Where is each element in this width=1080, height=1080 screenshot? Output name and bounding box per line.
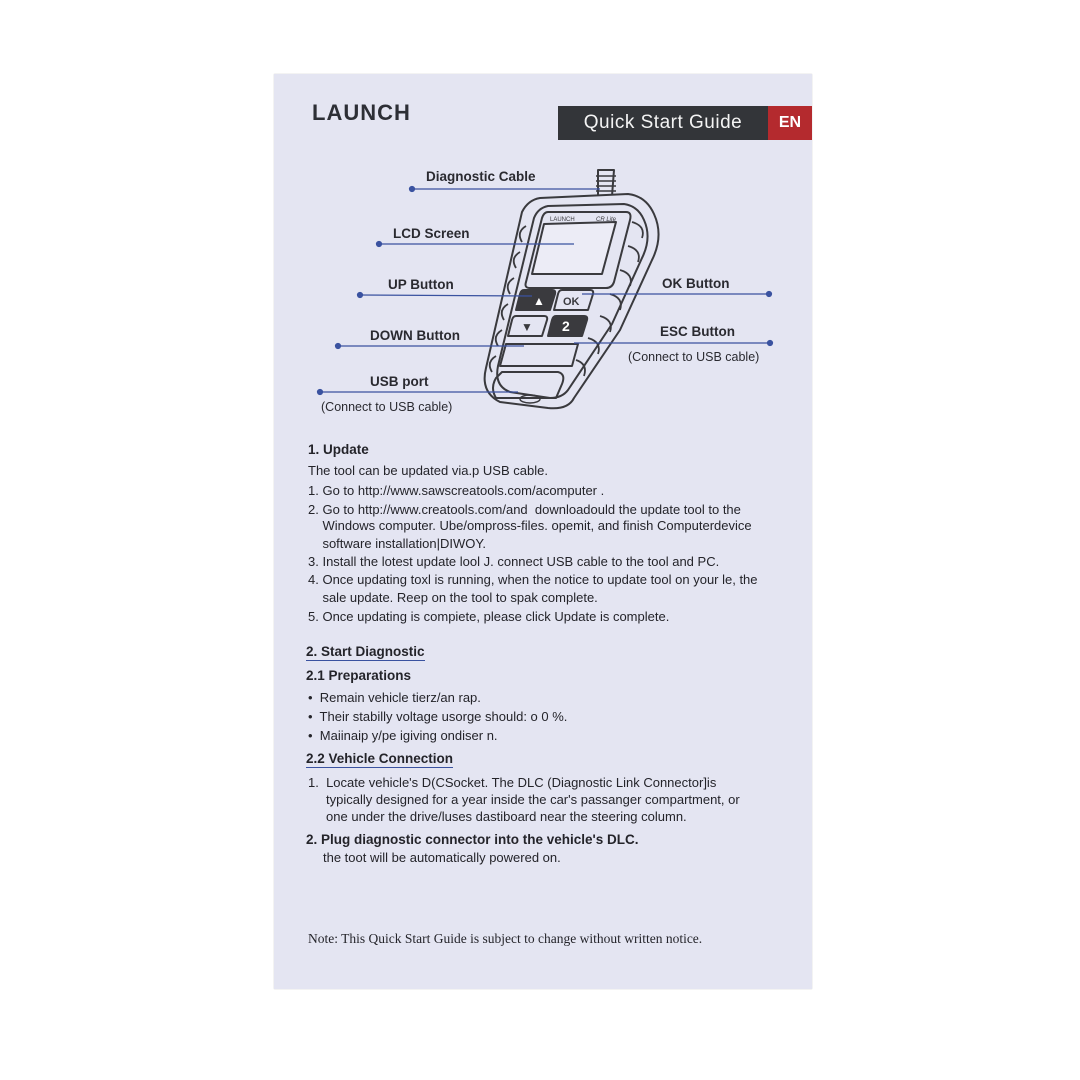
key-down-glyph: ▼ [521, 320, 533, 334]
preparation-item: • Maiinaip y/pe igiving ondiser n. [308, 728, 498, 743]
key-esc-glyph: 2 [562, 318, 570, 334]
device-brand-text: LAUNCH [550, 217, 575, 223]
label-esc-button: ESC Button [660, 324, 735, 339]
update-step: sale update. Reep on the tool to spak complete. [308, 590, 598, 605]
key-up-glyph: ▲ [533, 294, 545, 308]
esc-connect-note: (Connect to USB cable) [628, 350, 760, 364]
label-lcd-screen: LCD Screen [393, 226, 470, 241]
connection-item: 1. Locate vehicle's D(CSocket. The DLC (Diagnostic Link Connector]is [308, 775, 717, 790]
label-up-button: UP Button [388, 277, 454, 292]
plug-connector-heading: 2. Plug diagnostic connector into the vehicle's DLC. [306, 832, 639, 847]
update-intro: The tool can be updated via.p USB cable. [308, 463, 548, 478]
preparation-item: • Their stabilly voltage usorge should: o 0 %. [308, 709, 568, 724]
update-step: 2. Go to http://www.creatools.com/and downloadould the update tool to the [308, 502, 741, 517]
label-ok-button: OK Button [662, 276, 730, 291]
footer-note: Note: This Quick Start Guide is subject to change without written notice. [308, 931, 703, 946]
connection-item: one under the drive/luses dastiboard near the steering column. [308, 809, 687, 824]
connection-item: typically designed for a year inside the car's passanger compartment, or [308, 792, 740, 807]
start-diagnostic-heading: 2. Start Diagnostic [306, 644, 425, 659]
preparation-item: • Remain vehicle tierz/an rap. [308, 690, 481, 705]
label-usb-port: USB port [370, 374, 429, 389]
vehicle-connection-heading: 2.2 Vehicle Connection [306, 751, 454, 766]
brand-logo: LAUNCH [312, 100, 411, 125]
usb-connect-note: (Connect to USB cable) [321, 400, 453, 414]
update-step: 3. Install the lotest update lool J. connect USB cable to the tool and PC. [308, 554, 720, 569]
update-step: 5. Once updating is compiete, please click Update is complete. [308, 609, 670, 624]
update-step: software installation|DIWOY. [308, 536, 486, 551]
preparations-heading: 2.1 Preparations [306, 668, 412, 683]
guide-title: Quick Start Guide [558, 106, 768, 140]
update-step: 1. Go to http://www.sawscreatools.com/acomputer . [308, 483, 605, 498]
device-model-text: CR Lite [596, 217, 617, 223]
label-diagnostic-cable: Diagnostic Cable [426, 169, 536, 184]
update-heading: 1. Update [308, 442, 369, 457]
plug-connector-text: the toot will be automatically powered on. [323, 850, 561, 865]
key-ok-glyph: OK [563, 296, 580, 308]
update-step: Windows computer. Ube/ompross-files. opemit, and finish Computerdevice [308, 518, 752, 533]
diagnostic-cable-icon [596, 170, 616, 196]
lcd-screen-icon [532, 222, 616, 274]
update-step: 4. Once updating toxl is running, when the notice to update tool on your le, the [308, 572, 758, 587]
language-badge: EN [768, 106, 812, 140]
label-down-button: DOWN Button [370, 328, 460, 343]
